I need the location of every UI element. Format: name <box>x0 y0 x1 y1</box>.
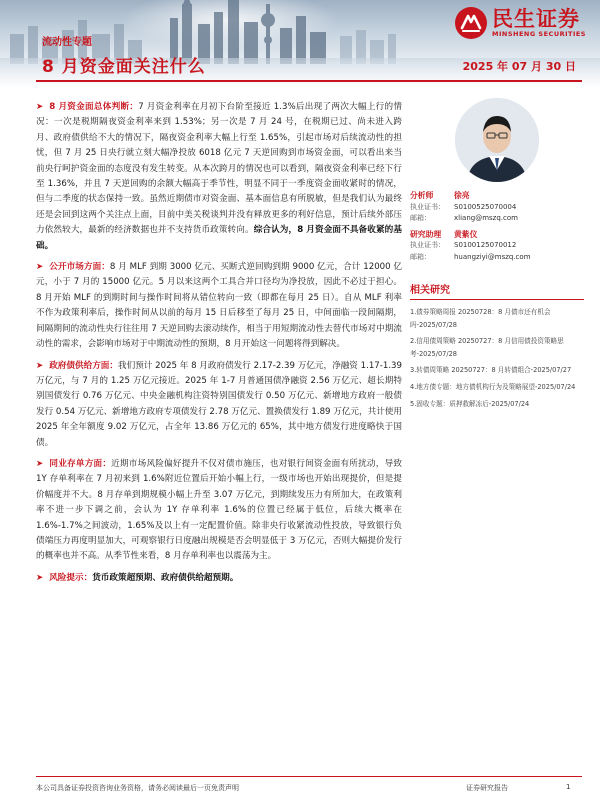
brand-logo <box>454 6 586 40</box>
assistant-name: 黄紫仪 <box>454 229 478 239</box>
paragraph-heading: 同业存单方面： <box>49 458 112 469</box>
assistant-role: 研究助理 <box>410 229 442 239</box>
page-number: 1 <box>566 783 571 791</box>
related-research-item[interactable]: 1.债券策略周报 20250728：8 月债市还有机会吗-2025/07/28 <box>410 308 551 329</box>
bullet-arrow-icon: ➤ <box>36 458 44 469</box>
footer-disclaimer: 本公司具备证券投资咨询业务资格，请务必阅读最后一页免责声明 <box>36 784 239 792</box>
analyst-photo <box>455 98 539 182</box>
bullet-arrow-icon: ➤ <box>36 262 44 273</box>
paragraph-text: 8 月 MLF 到期 3000 亿元、买断式逆回购到期 9000 亿元，合计 12000 亿元，小于 7 月的 15000 亿元。5 月以来这两个工具合并口径均为净投放，因此不必过于担心。8 月开始 MLF 的到期时间与操作时间将从错位转向一致（即都在每月 25 日）。自从 MLF 利率不作为政策利率后，操作时间从以前的每月 15 日后移至了每月 25 日，中间面临一段间隔期，间隔期间的流动性央行往往用 7 天逆回购去滚动续作，相当于用短期流动性去替代市场对中期流动性的需求，会影响市场对于中期流动性的预期，8 月开始这一问题将得到解决。 <box>36 262 402 350</box>
bullet-arrow-icon: ➤ <box>36 572 44 583</box>
analyst-name: 徐亮 <box>454 191 470 200</box>
email-label: 邮箱： <box>410 214 431 222</box>
paragraph-heading: 8 月资金面总体判断： <box>49 102 139 112</box>
analyst-email-row <box>410 213 584 225</box>
related-research-title: 相关研究 <box>410 281 584 300</box>
related-research-list <box>410 306 584 410</box>
cert-label: 执业证书： <box>410 241 445 249</box>
footer-report-type: 证券研究报告 <box>466 784 508 792</box>
cert-number: S0100525070004 <box>454 202 517 211</box>
logo-chinese-name: 民生证券 <box>492 7 580 31</box>
title-divider <box>36 80 582 82</box>
paragraph-text: 近期市场风险偏好提升不仅对债市施压，也对银行间资金面有所扰动，导致 1Y 存单利率在 7 月初来到 1.6%附近位置后开始小幅上行，一级市场也开始出现提价，但是提价幅度并不大。8 月存单到期规模小幅上升至 3.07 万亿元，到期续发压力有所加大，在政策利率不进一步下调之前，会认为 1Y 存单利率 1.6%的位置已经属于低位，后续大概率在 1.6%-1.7%之间波动，1.65%及以上有一定配置价值。除非央行收紧流动性投放，导致银行负债端压力再度明显加大，可观察银行日度融出规模是否会明显低于 3 万亿元，否则大幅提价发行的概率也并不高。从季节性来看，8 月存单利率也以震荡为主。 <box>36 458 402 562</box>
report-topic: 流动性专题 <box>42 37 92 48</box>
logo-english-name: MINSHENG SECURITIES <box>492 30 586 38</box>
paragraph-heading: 风险提示： <box>49 572 93 583</box>
paragraph-heading: 公开市场方面： <box>49 262 110 273</box>
paragraph-risk-warning <box>36 571 402 586</box>
analyst-cert-row <box>410 202 584 214</box>
paragraph-government-bonds <box>36 359 402 451</box>
analyst-role: 分析师 <box>410 191 434 200</box>
analyst-info <box>410 190 584 263</box>
related-research-item[interactable]: 3.转债周策略 20250727：8 月转债组合-2025/07/27 <box>410 366 572 375</box>
analyst-name-row <box>410 190 584 202</box>
assistant-email-row <box>410 252 584 264</box>
report-title: 8 月资金面关注什么 <box>42 57 206 77</box>
related-research-item[interactable]: 2.信用债周策略 20250727：8 月信用债投资策略思考-2025/07/28 <box>410 337 564 358</box>
paragraph-text: 7 月资金利率在月初下台阶至接近 1.3%后出现了两次大幅上行的情况：一次是税期隔夜资金利率来到 1.53%；另一次是 7 月 24 号，在税期已过、尚未进入跨月、政府债供给不大的情况下，隔夜资金利率大幅上行至 1.65%，引起市场对后续流动性的担忧，但 7 月 25 日央行就立刻大幅净投放 6018 亿元 7 天逆回购到市场资金面，可以看出来当前央行呵护资金面的态度没有发生转变。从本次跨月的情况也可以看到，隔夜资金利率已经下行至 1.36%，并且 7 天逆回购的余额大幅高于季节性，明显不同于一季度资金面收紧时的情况，但与二季度的状态保持一致。虽然近期债市对资金面、基本面信息有所脱敏，但是我们认为最终还是会回到这两个关注点上面，目前中美关税谈判并没有释放更多的利好信息，预计后续外部压力依然较大，最新的经济数据也并不支持货币政策转向。 <box>36 102 403 236</box>
paragraph-interbank-cds <box>36 457 402 565</box>
assistant-cert-row <box>410 240 584 252</box>
paragraph-text: 我们预计 2025 年 8 月政府债发行 2.17-2.39 万亿元，净融资 1.17-1.39 万亿元，与 7 月的 1.25 万亿元接近。2025 年 1-7 月普通国债净融资 2.56 万亿元、超长期特别国债发行 0.76 万亿元、中央金融机构注资特别国债发行 0.50 万亿元、新增地方政府一般债发行 0.54 万亿元、新增地方政府专项债发行 2.78 万亿元、置换债发行 1.89 万亿元，共计使用 2025 年全年额度 9.02 万亿元，占全年 13.86 万亿元的 65%，其中地方债发行进度略快于国债。 <box>36 360 402 448</box>
risk-text: 货币政策超预期、政府债供给超预期。 <box>92 572 239 583</box>
minsheng-logo-icon <box>454 6 488 40</box>
paragraph-overall <box>36 100 402 254</box>
analyst-email-link[interactable]: xliang@mszq.com <box>454 214 518 222</box>
sidebar <box>410 98 584 414</box>
cert-number: S0100125070012 <box>454 241 517 249</box>
main-column <box>36 100 402 592</box>
cert-label: 执业证书： <box>410 202 445 211</box>
paragraph-open-market <box>36 260 402 352</box>
related-research-item[interactable]: 5.固收专题：质押救解冻后-2025/07/24 <box>410 399 530 408</box>
bullet-arrow-icon: ➤ <box>36 360 44 371</box>
report-date: 2025 年 07 月 30 日 <box>462 60 576 73</box>
paragraph-conclusion: 综合认为，8 月资金面不具备收紧的基础。 <box>36 225 402 251</box>
email-label: 邮箱： <box>410 252 431 261</box>
analyst-portrait-icon <box>455 98 539 182</box>
assistant-name-row <box>410 229 584 241</box>
footer-divider <box>36 776 582 777</box>
bullet-arrow-icon: ➤ <box>36 102 44 112</box>
related-research-item[interactable]: 4.地方债专题：地方债机构行为及策略展望-2025/07/24 <box>410 382 576 391</box>
paragraph-heading: 政府债供给方面： <box>49 360 118 371</box>
assistant-email-link[interactable]: huangziyi@mszq.com <box>454 252 531 261</box>
